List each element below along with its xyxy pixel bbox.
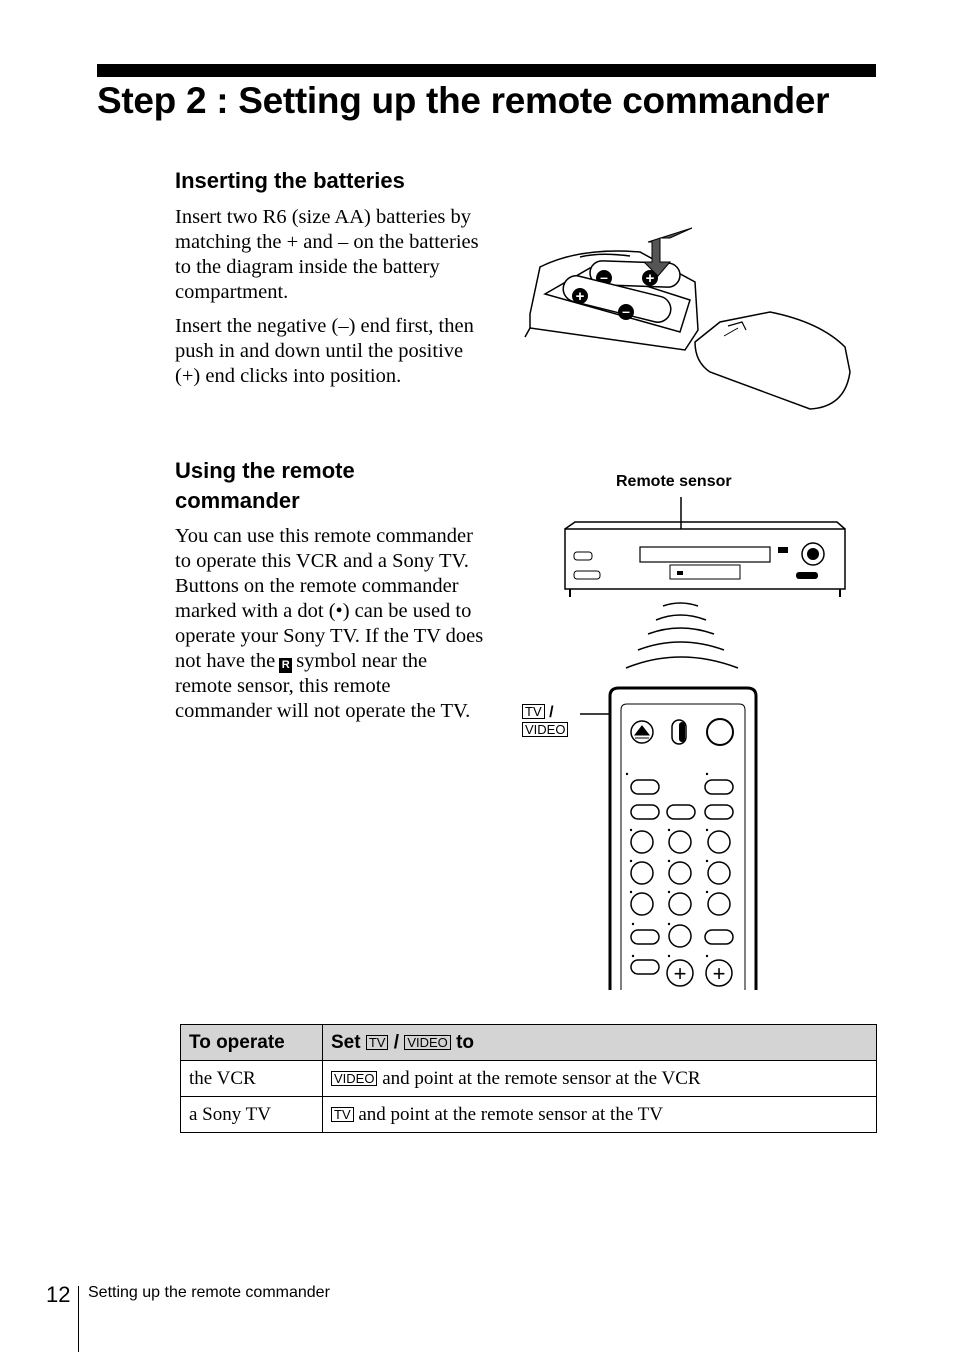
switch-separator: / <box>549 704 554 721</box>
page-number: 12 <box>46 1282 71 1307</box>
battery-cover <box>695 312 850 409</box>
header-separator: / <box>393 1031 400 1053</box>
batteries-paragraph-1: Insert two R6 (size AA) batteries by matching the + and – on the batteries to the diagram inside the battery compartment. <box>175 206 479 303</box>
footer-text: Setting up the remote commander <box>88 1284 330 1301</box>
row-instruction-cell <box>323 1061 877 1097</box>
header-video-key: VIDEO <box>404 1035 450 1050</box>
header-to-word: to <box>456 1031 475 1053</box>
video-key-label: VIDEO <box>522 722 568 737</box>
plus-sign: + <box>712 961 726 986</box>
remote-illustration <box>575 684 775 994</box>
using-paragraph <box>175 524 487 724</box>
using-heading-line-2: commander <box>175 488 300 513</box>
plus-sign: + <box>575 288 585 305</box>
batteries-paragraph-2: Insert the negative (–) end first, then push in and down until the positive (+) end clicks into position. <box>175 315 474 387</box>
row-instruction: and point at the remote sensor at the VCR <box>382 1067 701 1089</box>
header-tv-key: TV <box>366 1035 389 1050</box>
vcr-illustration <box>560 497 850 607</box>
row-key: VIDEO <box>331 1071 377 1086</box>
header-set-word: Set <box>331 1031 361 1053</box>
footer-rule <box>78 1286 79 1352</box>
using-heading-line-1: Using the remote <box>175 458 355 483</box>
header-set <box>323 1025 877 1061</box>
using-text-part-2: symbol near the remote sensor, this remote commander will not operate the TV. <box>175 650 471 722</box>
operation-table <box>180 1024 877 1133</box>
batteries-heading: Inserting the batteries <box>175 168 405 193</box>
row-target: a Sony TV <box>181 1097 323 1133</box>
table-row <box>181 1061 877 1097</box>
minus-sign: – <box>622 303 630 319</box>
title-rule <box>97 64 876 77</box>
using-heading <box>175 456 355 516</box>
minus-sign: – <box>600 269 608 285</box>
table-header-row <box>181 1025 877 1061</box>
tv-remote-symbol-icon: R <box>279 658 292 673</box>
using-text-part-1: You can use this remote commander to operate this VCR and a Sony TV. Buttons on the remote commander marked with a dot (•) can be used to operate your Sony TV. If the TV does not have the <box>175 525 484 672</box>
signal-waves-icon <box>618 598 748 678</box>
page-title: Step 2 : Setting up the remote commander <box>97 80 830 121</box>
remote-sensor-label: Remote sensor <box>616 473 732 490</box>
row-instruction-cell <box>323 1097 877 1133</box>
plus-sign: + <box>673 961 687 986</box>
battery-illustration <box>520 222 860 412</box>
header-to-operate: To operate <box>181 1025 323 1061</box>
tv-video-switch-label <box>522 704 568 740</box>
row-key: TV <box>331 1107 354 1122</box>
table-row <box>181 1097 877 1133</box>
row-target: the VCR <box>181 1061 323 1097</box>
row-instruction: and point at the remote sensor at the TV <box>358 1103 663 1125</box>
plus-sign: + <box>645 270 655 287</box>
tv-key-label: TV <box>522 704 545 719</box>
